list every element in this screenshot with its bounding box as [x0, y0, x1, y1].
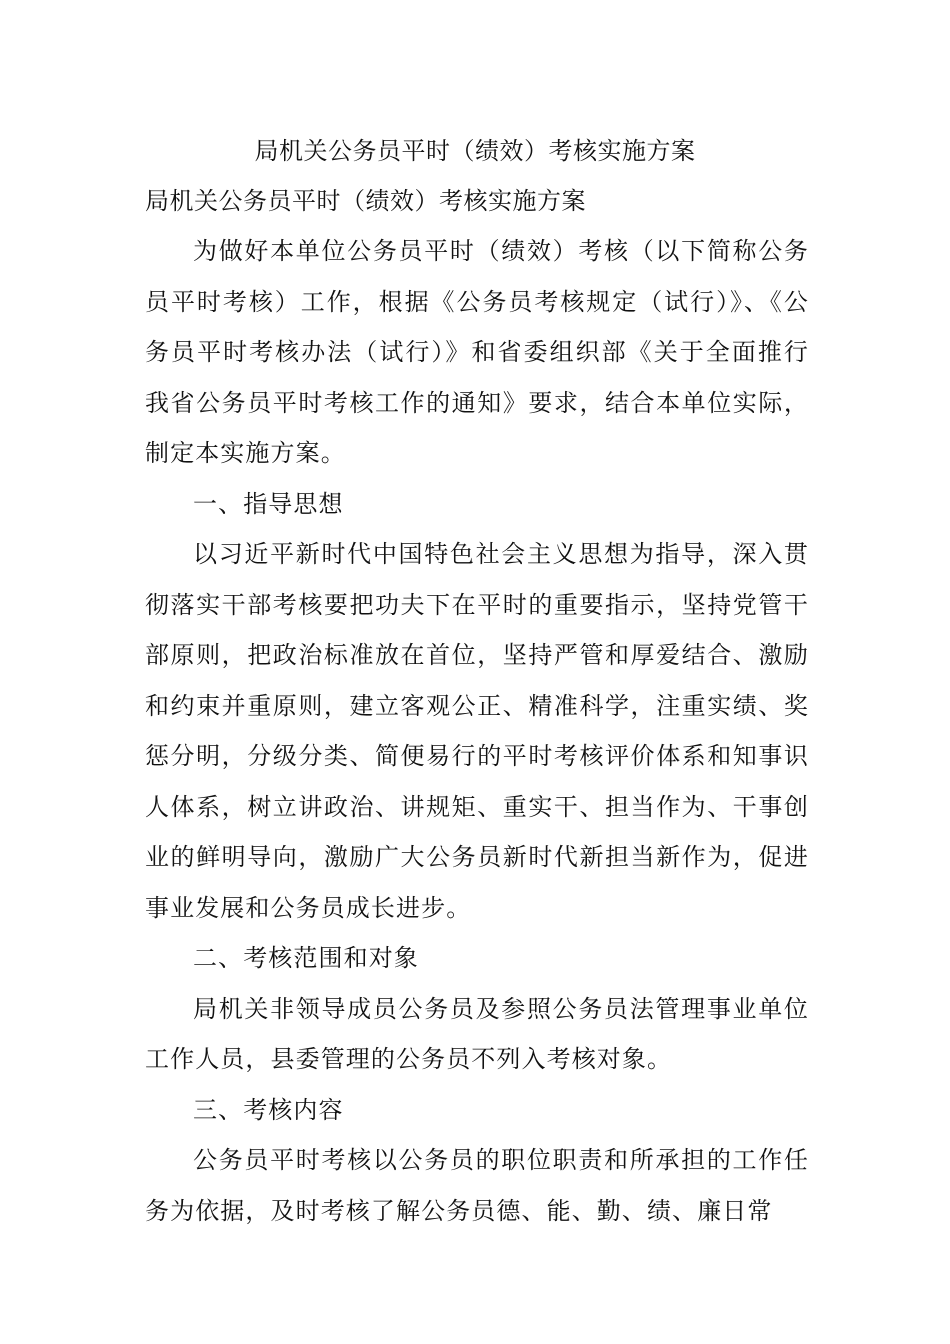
section-heading-scope: 二、考核范围和对象	[193, 944, 419, 972]
section-body-guiding-ideology: 以习近平新时代中国特色社会主义思想为指导，深入贯彻落实干部考核要把功夫下在平时的重要指示，坚持党管干部原则，把政治标准放在首位，坚持严管和厚爱结合、激励和约束并重原则，建立客观公正、精准科学，注重实绩、奖惩分明，分级分类、简便易行的平时考核评价体系和知事识人体系，树立讲政治、讲规矩、重实干、担当作为、干事创业的鲜明导向，激励广大公务员新时代新担当新作为，促进事业发展和公务员成长进步。	[145, 540, 809, 922]
section-body-content: 公务员平时考核以公务员的职位职责和所承担的工作任务为依据，及时考核了解公务员德、能、勤、绩、廉日常	[145, 1146, 809, 1225]
intro-paragraph: 为做好本单位公务员平时（绩效）考核（以下简称公务员平时考核）工作，根据《公务员考核规定（试行）》、《公务员平时考核办法（试行）》和省委组织部《关于全面推行我省公务员平时考核工作的通知》要求，结合本单位实际，制定本实施方案。	[145, 237, 809, 467]
document-subtitle: 局机关公务员平时（绩效）考核实施方案	[145, 187, 586, 215]
section-body-scope: 局机关非领导成员公务员及参照公务员法管理事业单位工作人员，县委管理的公务员不列入考核对象。	[145, 994, 809, 1073]
document-body	[145, 226, 809, 1236]
section-heading-content: 三、考核内容	[193, 1095, 344, 1124]
section-heading-guiding-ideology: 一、指导思想	[193, 489, 344, 518]
document-title: 局机关公务员平时（绩效）考核实施方案	[254, 137, 696, 165]
